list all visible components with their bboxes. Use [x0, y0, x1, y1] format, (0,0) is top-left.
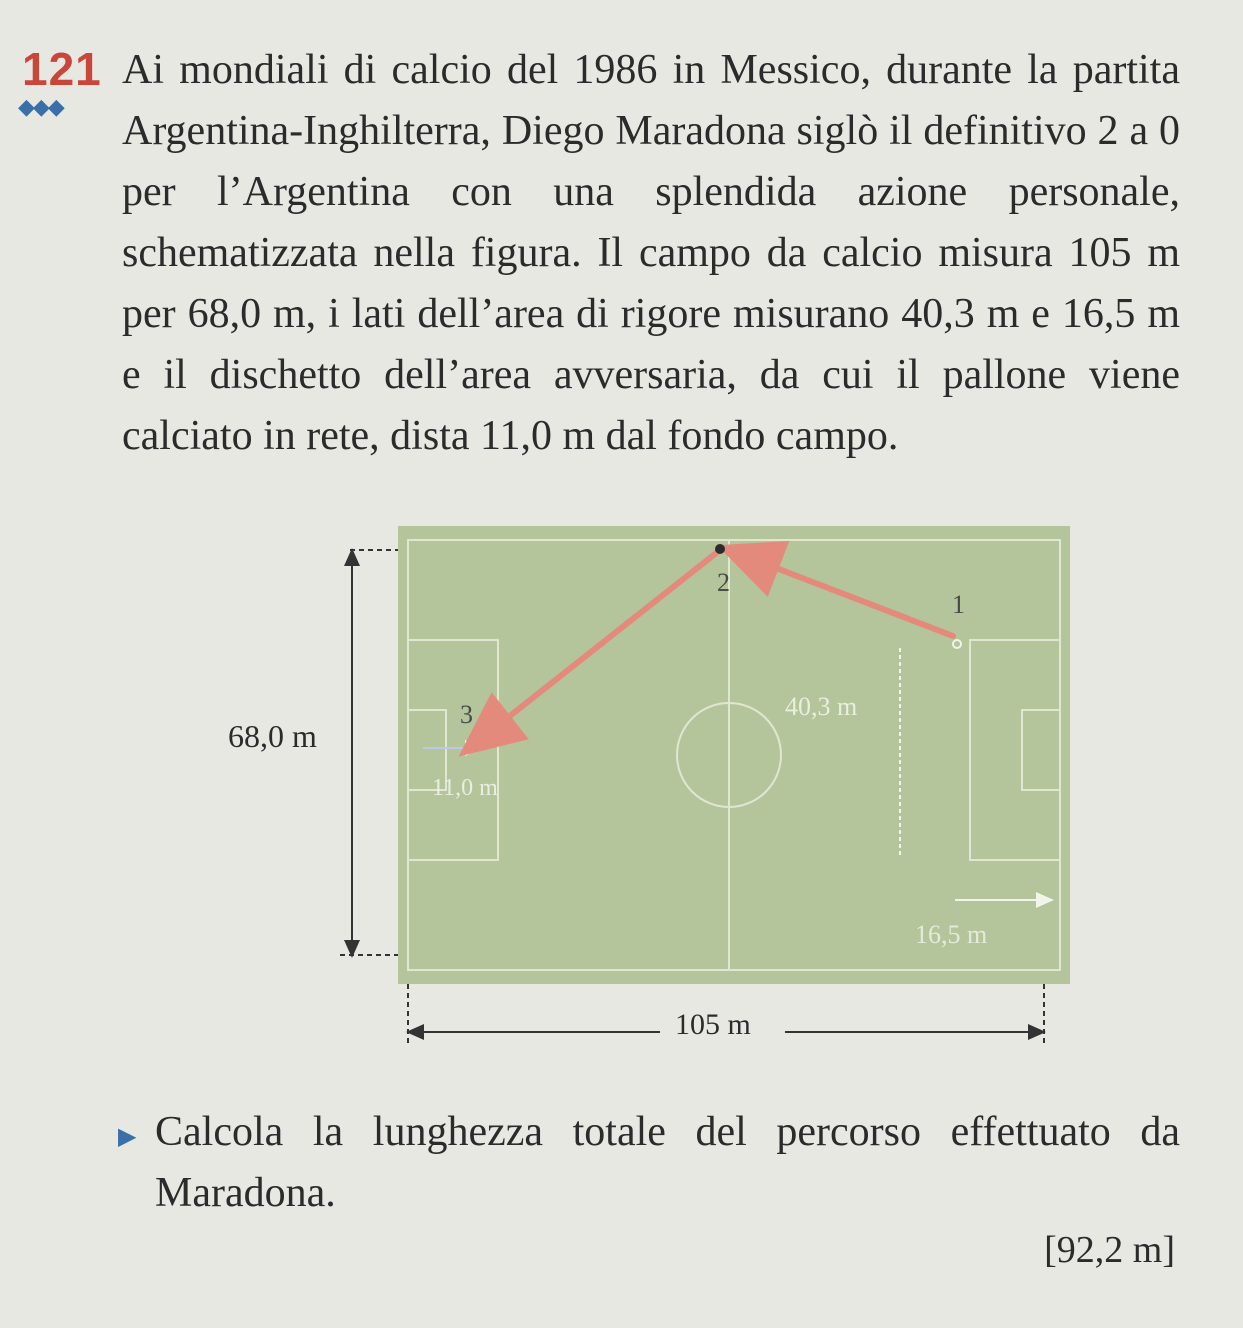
field-width-label: 105 m: [675, 1008, 751, 1041]
field-height-label: 68,0 m: [228, 718, 317, 754]
ball-point-2: [715, 544, 725, 554]
field-diagram: [220, 520, 1080, 1060]
point-2-label: 2: [717, 568, 730, 597]
point-3-label: 3: [460, 700, 473, 729]
penalty-area-depth-label: 16,5 m: [915, 920, 988, 949]
football-field-figure: [220, 520, 1080, 1060]
answer-value: [92,2 m]: [1044, 1229, 1175, 1271]
penalty-area-width-label: 40,3 m: [785, 692, 858, 721]
problem-statement: Ai mondiali di calcio del 1986 in Messico, durante la partita Argentina-Inghilterra, Diego Maradona siglò il definitivo 2 a 0 per l’Argentina con una splendida azione personale, schematizzata nella figura. Il campo da calcio misura 105 m per 68,0 m, i lati dell’area di rigore misurano 40,3 m e 16,5 m e il dischetto dell’area avversaria, da cui il pallone viene calciato in rete, dista 11,0 m dal fondo campo.: [122, 47, 1180, 459]
difficulty-diamonds-icon: ◆◆◆: [18, 95, 63, 120]
problem-number: 121: [22, 43, 102, 95]
question-text: Calcola la lunghezza totale del percorso effettuato da Maradona.: [155, 1109, 1180, 1216]
penalty-spot-distance-label: 11,0 m: [432, 775, 498, 801]
play-triangle-icon: ▶: [118, 1122, 137, 1150]
point-1-label: 1: [952, 590, 965, 619]
